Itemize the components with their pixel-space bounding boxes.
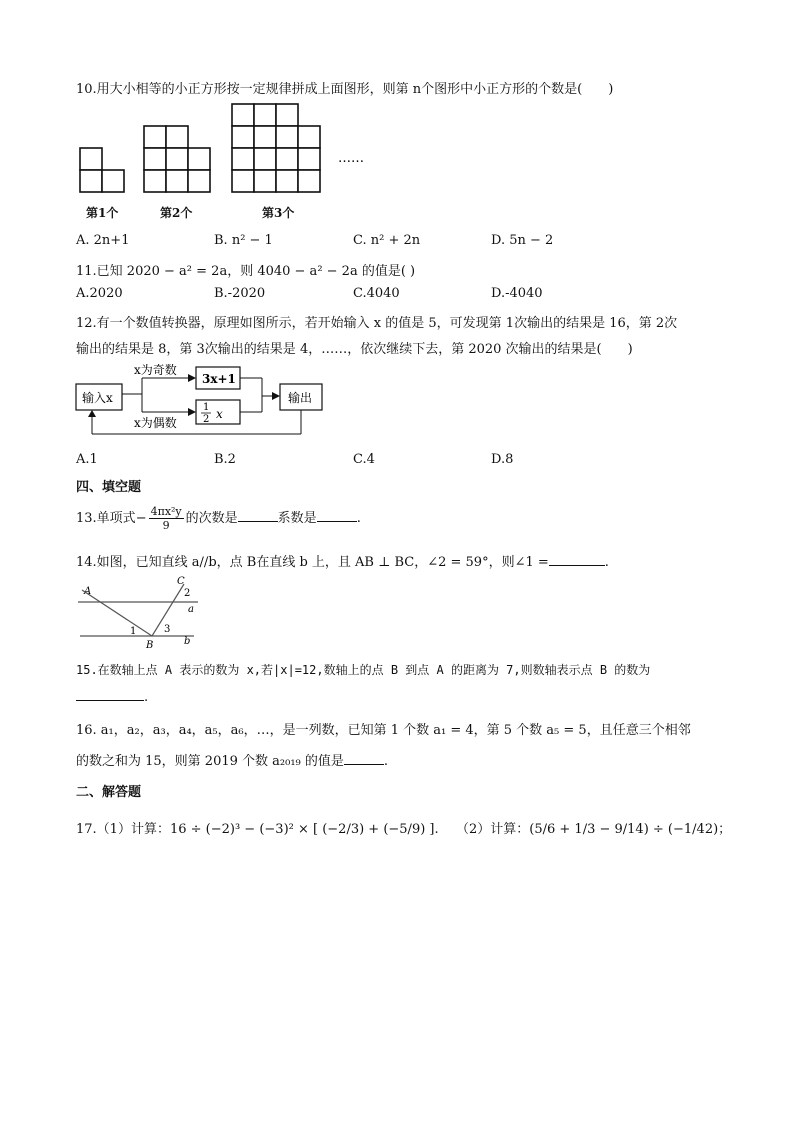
- svg-text:3: 3: [164, 624, 171, 635]
- q10-stem: 10.用大小相等的小正方形按一定规律拼成上面图形，则第 n个图形中小正方形的个数是( ): [76, 82, 614, 97]
- fig-label-2: 第2个: [160, 206, 193, 220]
- q16-line2: [76, 750, 388, 769]
- q15-line1: 15.在数轴上点 A 表示的数为 x,若|x|=12,数轴上的点 B 到点 A 的距离为 7,则数轴表示点 B 的数为: [76, 663, 651, 677]
- figure-2-squares: [144, 126, 210, 192]
- fig-label-1: 第1个: [86, 206, 119, 220]
- q12-stem-line1: 12.有一个数值转换器，原理如图所示，若开始输入 x 的值是 5，可发现第 1次输出的结果是 16，第 2次: [76, 316, 678, 331]
- q14-line: [76, 551, 609, 570]
- q13-mid: 的次数是: [185, 511, 238, 526]
- q12-stem-line2: 输出的结果是 8，第 3次输出的结果是 4，……，依次继续下去，第 2020 次输出的结果是( ): [76, 342, 633, 357]
- q13-neg-sign: −: [135, 511, 147, 526]
- q16-line1: 16. a₁，a₂，a₃，a₄，a₅，a₆，…，是一列数，已知第 1 个数 a₁ = 4，第 5 个数 a₅ = 5，且任意三个相邻: [76, 723, 691, 738]
- q16-blank[interactable]: [344, 752, 384, 765]
- q14-stem: 14.如图，已知直线 a//b，点 B在直线 b 上，且 AB ⊥ BC，∠2 = 59°，则∠1 =: [76, 555, 549, 570]
- segment-ab: [82, 590, 152, 636]
- q15-end: .: [144, 690, 149, 705]
- q17-part2: [456, 818, 731, 837]
- svg-text:a: a: [188, 604, 194, 615]
- flow-odd-label: x为奇数: [134, 364, 177, 377]
- flow-even-num: 1: [203, 402, 210, 413]
- q13-mid2: 系数是: [277, 511, 317, 526]
- q12-option-a[interactable]: A.1: [76, 452, 98, 467]
- q17-part1: [76, 818, 439, 837]
- flow-output-label: 输出: [288, 391, 313, 405]
- q11-option-d[interactable]: D.-4040: [491, 286, 543, 301]
- section-title-solutions: 二、解答题: [76, 785, 142, 800]
- q10-ellipsis: ……: [338, 151, 364, 166]
- q15-blank[interactable]: [76, 688, 144, 701]
- figure-1-squares: [80, 148, 124, 192]
- svg-text:C: C: [177, 576, 185, 587]
- q10-option-a[interactable]: A. 2n+1: [76, 233, 130, 248]
- q15-line2: [76, 688, 148, 705]
- flow-even-label: x为偶数: [134, 416, 177, 430]
- q10-figure: [76, 100, 376, 196]
- q13-end: .: [356, 511, 361, 526]
- q16-stem2: 的数之和为 15，则第 2019 个数 a₂₀₁₉ 的值是: [76, 754, 344, 769]
- q16-end: .: [383, 754, 389, 769]
- q17-part1-label: 17.（1）计算：: [76, 822, 170, 837]
- q12-option-b[interactable]: B.2: [214, 452, 236, 467]
- svg-text:A: A: [84, 586, 92, 597]
- q13-blank-coefficient[interactable]: [317, 509, 357, 522]
- svg-text:B: B: [146, 640, 154, 650]
- q13-fraction: [149, 505, 184, 532]
- flow-even-den: 2: [203, 414, 210, 425]
- q17-part2-label: （2）计算：: [456, 822, 530, 837]
- figure-3-squares: [232, 104, 320, 192]
- flow-input-label: 输入x: [82, 391, 113, 405]
- q10-option-b[interactable]: B. n² − 1: [214, 233, 273, 248]
- q11-stem: 11.已知 2020 − a² = 2a，则 4040 − a² − 2a 的值是( ): [76, 264, 416, 279]
- flow-odd-op: 3x+1: [202, 372, 236, 386]
- fig-label-3: 第3个: [262, 206, 295, 220]
- section-title-fill-in: 四、填空题: [76, 480, 142, 495]
- q14-end: .: [604, 555, 609, 570]
- q12-flowchart: [72, 364, 332, 438]
- q13-prefix: 13.单项式: [76, 511, 136, 526]
- q13-frac-num: 4πx²y: [150, 505, 182, 518]
- svg-text:2: 2: [184, 588, 191, 599]
- q13-frac-den: 9: [162, 519, 170, 532]
- q13-blank-degree[interactable]: [238, 509, 278, 522]
- q10-option-c[interactable]: C. n² + 2n: [353, 233, 421, 248]
- flow-even-var: x: [216, 407, 223, 421]
- q11-option-b[interactable]: B.-2020: [214, 286, 266, 301]
- q11-option-a[interactable]: A.2020: [76, 286, 123, 301]
- svg-text:b: b: [184, 636, 191, 647]
- q13-line: [76, 505, 361, 532]
- q11-option-c[interactable]: C.4040: [353, 286, 400, 301]
- q17-part1-expr: 16 ÷ (−2)³ − (−3)² × [ (−2/3) + (−5/9) ].: [169, 822, 439, 837]
- q17-part2-expr: (5/6 + 1/3 − 9/14) ÷ (−1/42)；: [529, 822, 732, 837]
- q12-option-d[interactable]: D.8: [491, 452, 514, 467]
- q14-blank[interactable]: [549, 553, 605, 566]
- q14-figure: [74, 574, 204, 650]
- q10-option-d[interactable]: D. 5n − 2: [491, 233, 554, 248]
- q12-option-c[interactable]: C.4: [353, 452, 375, 467]
- svg-text:1: 1: [130, 626, 137, 637]
